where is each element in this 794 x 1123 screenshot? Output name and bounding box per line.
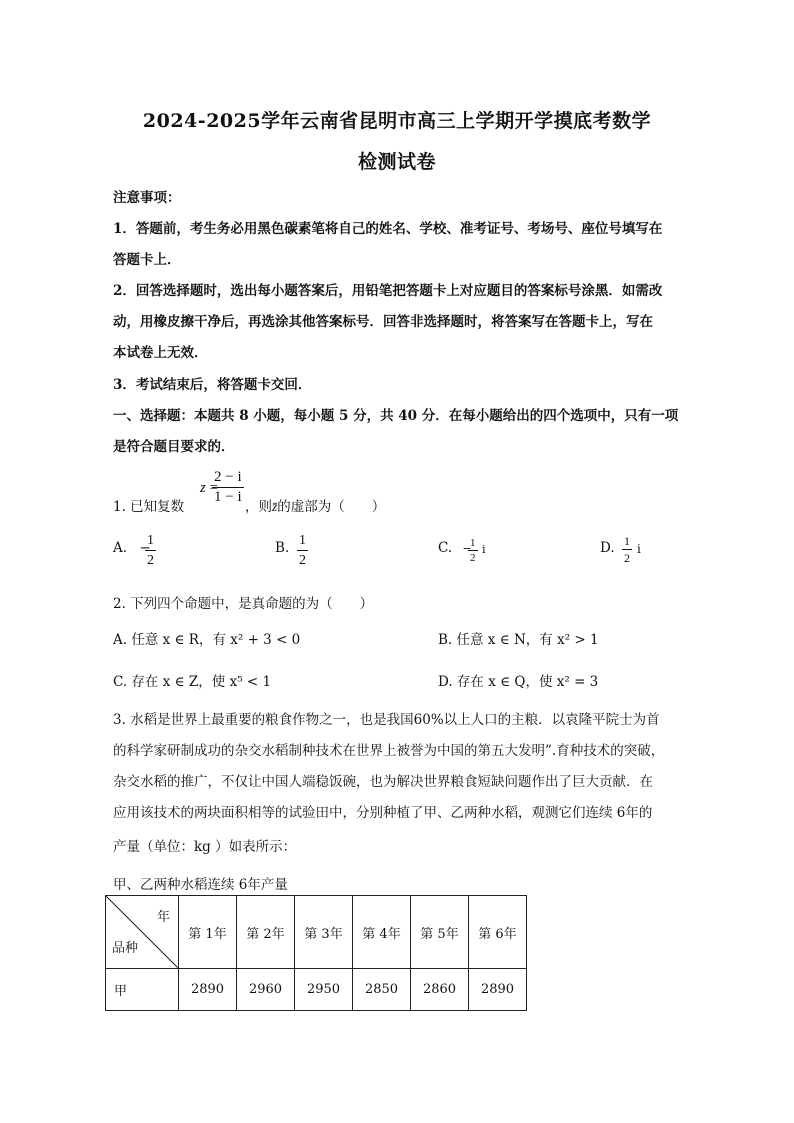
section1-heading-line2: 是符合题目要求的． (113, 439, 235, 455)
q1-option-b-num: 1 (297, 531, 308, 551)
q1-option-a-fraction (145, 531, 156, 570)
q1-fraction-numerator: 2 − i (212, 468, 244, 488)
column-header: 第 1年 (179, 896, 237, 969)
notice-item-1-line1: 1．答题前，考生务必用黑色碳素笔将自己的姓名、学校、准考证号、考场号、座位号填写在 (113, 221, 663, 237)
q1-option-c-i: i (482, 543, 486, 556)
q1-option-c-label: C. (438, 540, 453, 556)
column-header: 第 3年 (295, 896, 353, 969)
notice-heading: 注意事项： (113, 190, 181, 206)
q1-option-c (438, 540, 472, 556)
column-header: 第 4年 (353, 896, 411, 969)
q1-z-var: z (200, 480, 206, 496)
table-cell: 2850 (353, 969, 411, 1011)
notice-item-3: 3．考试结束后，将答题卡交回． (113, 377, 312, 393)
q3-line1: 3. 水稻是世界上最重要的粮食作物之一，也是我国60%以上人口的主粮．以袁隆平院士为首 (113, 712, 660, 728)
q3-line4: 应用该技术的两块面积相等的试验田中，分别种植了甲、乙两种水稻，观测它们连续 6年的 (113, 805, 653, 821)
column-header: 第 5年 (411, 896, 469, 969)
q1-option-a-label: A. (113, 540, 128, 556)
q1-fraction (209, 468, 244, 507)
q1-option-d (600, 540, 615, 556)
section1-heading-line1: 一、选择题：本题共 8 小题，每小题 5 分，共 40 分．在每小题给出的四个选项中，只有一项 (113, 408, 679, 424)
q1-option-d-den: 2 (624, 551, 630, 565)
q2-option-c: C. 存在 x ∈ Z，使 x⁵ < 1 (113, 674, 272, 690)
q1-option-a-num: 1 (145, 531, 156, 551)
table-cell: 2950 (295, 969, 353, 1011)
q1-stem-suffix (245, 495, 385, 515)
q1-option-d-label: D. (600, 540, 615, 556)
q3-line2: 的科学家研制成功的杂交水稻制种技术在世界上被誉为中国的第五大发明”.育种技术的突破， (113, 743, 665, 759)
q3-line5: 产量（单位：kg ）如表所示： (113, 839, 297, 855)
q1-option-a-sign: − (139, 540, 151, 556)
q1-mid-text: ，则 (245, 499, 272, 515)
notice-item-2-line3: 本试卷上无效． (113, 345, 208, 361)
table-cell: 2960 (237, 969, 295, 1011)
notice-item-1-line2: 答题卡上． (113, 252, 181, 268)
q1-option-b-fraction (297, 531, 308, 570)
corner-label-variety: 品种 (112, 941, 139, 956)
notice-item-2-line1: 2．回答选择题时，选出每小题答案后，用铅笔把答题卡上对应题目的答案标号涂黑．如需改 (113, 283, 663, 299)
q2-option-d: D. 存在 x ∈ Q，使 x² = 3 (438, 674, 599, 690)
yield-table-header-row (106, 896, 527, 969)
table-cell: 2890 (469, 969, 527, 1011)
corner-label-year: 年 (156, 910, 170, 925)
table-row (106, 969, 527, 1011)
table-cell: 2890 (179, 969, 237, 1011)
q1-option-c-num: 1 (470, 537, 476, 549)
yield-table (105, 895, 527, 1011)
q3-line3: 杂交水稻的推广，不仅让中国人端稳饭碗，也为解决世界粮食短缺问题作出了巨大贡献．在 (113, 774, 653, 790)
q1-option-d-fraction (622, 533, 632, 566)
q3-table-caption: 甲、乙两种水稻连续 6年产量 (113, 877, 288, 893)
q2-stem: 2. 下列四个命题中，是真命题的为（ ） (113, 596, 374, 612)
column-header: 第 2年 (237, 896, 295, 969)
q1-equals: = (209, 480, 219, 496)
q1-option-b-label: B. (275, 540, 290, 556)
row-label: 甲 (106, 969, 179, 1011)
q1-option-d-i: i (637, 542, 641, 556)
q1-option-a-den: 2 (147, 553, 154, 568)
q2-option-b: B. 任意 x ∈ N，有 x² > 1 (438, 632, 599, 648)
q2-option-a: A. 任意 x ∈ R，有 x² + 3 < 0 (113, 632, 301, 648)
exam-title-line2: 检测试卷 (357, 151, 436, 173)
exam-title-line1: 2024-2025学年云南省昆明市高三上学期开学摸底考数学 (142, 110, 652, 132)
q1-fraction-denominator: 1 − i (214, 489, 242, 505)
q1-suffix-text: 的虚部为（ ） (277, 499, 386, 515)
column-header: 第 6年 (469, 896, 527, 969)
q1-option-b (275, 540, 289, 556)
notice-item-2-line2: 动，用橡皮擦干净后，再选涂其他答案标号．回答非选择题时，将答案写在答题卡上，写在 (113, 314, 653, 330)
q1-option-c-den: 2 (470, 552, 476, 564)
q1-option-b-den: 2 (299, 553, 306, 568)
q1-option-d-num: 1 (624, 534, 630, 548)
yield-table-corner (106, 896, 179, 969)
q1-option-c-sign: − (462, 542, 472, 555)
q1-option-c-fraction (468, 536, 478, 565)
q1-stem-prefix: 1. 已知复数 (113, 499, 185, 515)
q1-zbar: z̄ (272, 499, 278, 514)
table-cell: 2860 (411, 969, 469, 1011)
